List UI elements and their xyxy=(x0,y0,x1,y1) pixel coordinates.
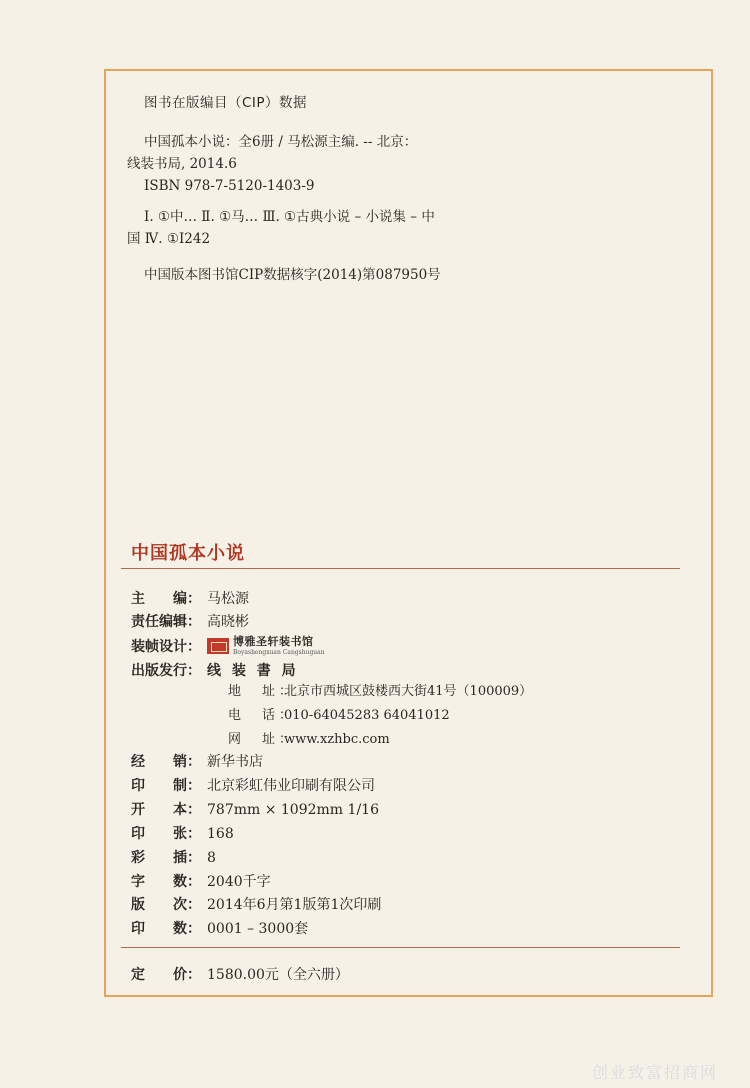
credit-label: 经 销： xyxy=(131,754,201,770)
credit-label: 字 数： xyxy=(131,874,201,890)
cip-heading: 图书在版编目（CIP）数据 xyxy=(144,95,308,111)
divider xyxy=(121,947,680,948)
phone-label: 电 话： xyxy=(228,708,297,723)
credit-printer xyxy=(131,776,375,796)
credit-value: 新华书店 xyxy=(207,754,263,770)
credit-value: 8 xyxy=(207,850,216,866)
publisher-website xyxy=(228,731,390,749)
publisher-name: 线 装 書 局 xyxy=(207,663,299,679)
credit-value: 北京彩虹伟业印刷有限公司 xyxy=(207,778,375,794)
credit-value: 168 xyxy=(207,826,234,842)
credit-plates xyxy=(131,848,216,868)
credit-label: 出版发行： xyxy=(131,663,201,679)
watermark: 创业致富招商网 xyxy=(592,1063,719,1082)
phone-value: 010-64045283 64041012 xyxy=(284,708,450,723)
cip-classification xyxy=(127,206,435,250)
credit-value: 2040千字 xyxy=(207,874,271,890)
credit-value: 787mm × 1092mm 1/16 xyxy=(207,802,379,818)
design-logo xyxy=(233,636,325,658)
cip-line: 国 Ⅳ. ①I242 xyxy=(127,231,211,247)
credit-value: 0001 – 3000套 xyxy=(207,921,309,937)
address-label: 地 址： xyxy=(228,684,297,699)
credit-price xyxy=(131,965,349,985)
credit-label: 装帧设计： xyxy=(131,639,201,655)
website-value: www.xzhbc.com xyxy=(284,732,390,747)
cip-line: Ⅰ. ①中… Ⅱ. ①马… Ⅲ. ①古典小说 – 小说集 – 中 xyxy=(144,209,435,225)
cip-record xyxy=(127,131,418,197)
credit-sheets xyxy=(131,824,234,844)
divider xyxy=(121,568,680,569)
book-title: 中国孤本小说 xyxy=(131,543,245,564)
website-label: 网 址： xyxy=(228,732,297,747)
credit-label: 责任编辑： xyxy=(131,614,201,630)
credit-publisher xyxy=(131,661,299,681)
design-logo-icon xyxy=(207,638,229,654)
credit-distributor xyxy=(131,752,263,772)
design-logo-name: 博雅圣轩装书馆 xyxy=(233,635,314,648)
credit-word-count xyxy=(131,872,271,892)
credit-value: 马松源 xyxy=(207,591,249,607)
cip-isbn: ISBN 978-7-5120-1403-9 xyxy=(144,178,315,194)
credit-label: 彩 插： xyxy=(131,850,201,866)
credit-editor xyxy=(131,589,249,609)
credit-value: 高晓彬 xyxy=(207,614,249,630)
cip-line: 线装书局, 2014.6 xyxy=(127,156,237,172)
credit-value: 2014年6月第1版第1次印刷 xyxy=(207,897,382,913)
design-logo-pinyin: Boyashengxuan Cangshuguan xyxy=(233,649,325,656)
cip-line: 中国孤本小说：全6册 / 马松源主编. -- 北京： xyxy=(144,134,418,150)
credit-label: 版 次： xyxy=(131,897,201,913)
credit-label: 定 价： xyxy=(131,967,201,983)
publisher-address xyxy=(228,683,532,701)
credit-label: 印 张： xyxy=(131,826,201,842)
credit-value: 1580.00元（全六册） xyxy=(207,967,349,983)
credit-label: 开 本： xyxy=(131,802,201,818)
credit-label: 印 数： xyxy=(131,921,201,937)
address-value: 北京市西城区鼓楼西大街41号（100009） xyxy=(284,684,533,699)
credit-format xyxy=(131,800,379,820)
credit-responsible-editor xyxy=(131,612,249,632)
cip-note: 中国版本图书馆CIP数据核字(2014)第087950号 xyxy=(144,267,441,283)
credit-label: 印 制： xyxy=(131,778,201,794)
credit-label: 主 编： xyxy=(131,591,201,607)
credit-edition xyxy=(131,895,381,915)
credit-design xyxy=(131,636,325,658)
publisher-phone xyxy=(228,707,450,725)
credit-print-run xyxy=(131,919,308,939)
